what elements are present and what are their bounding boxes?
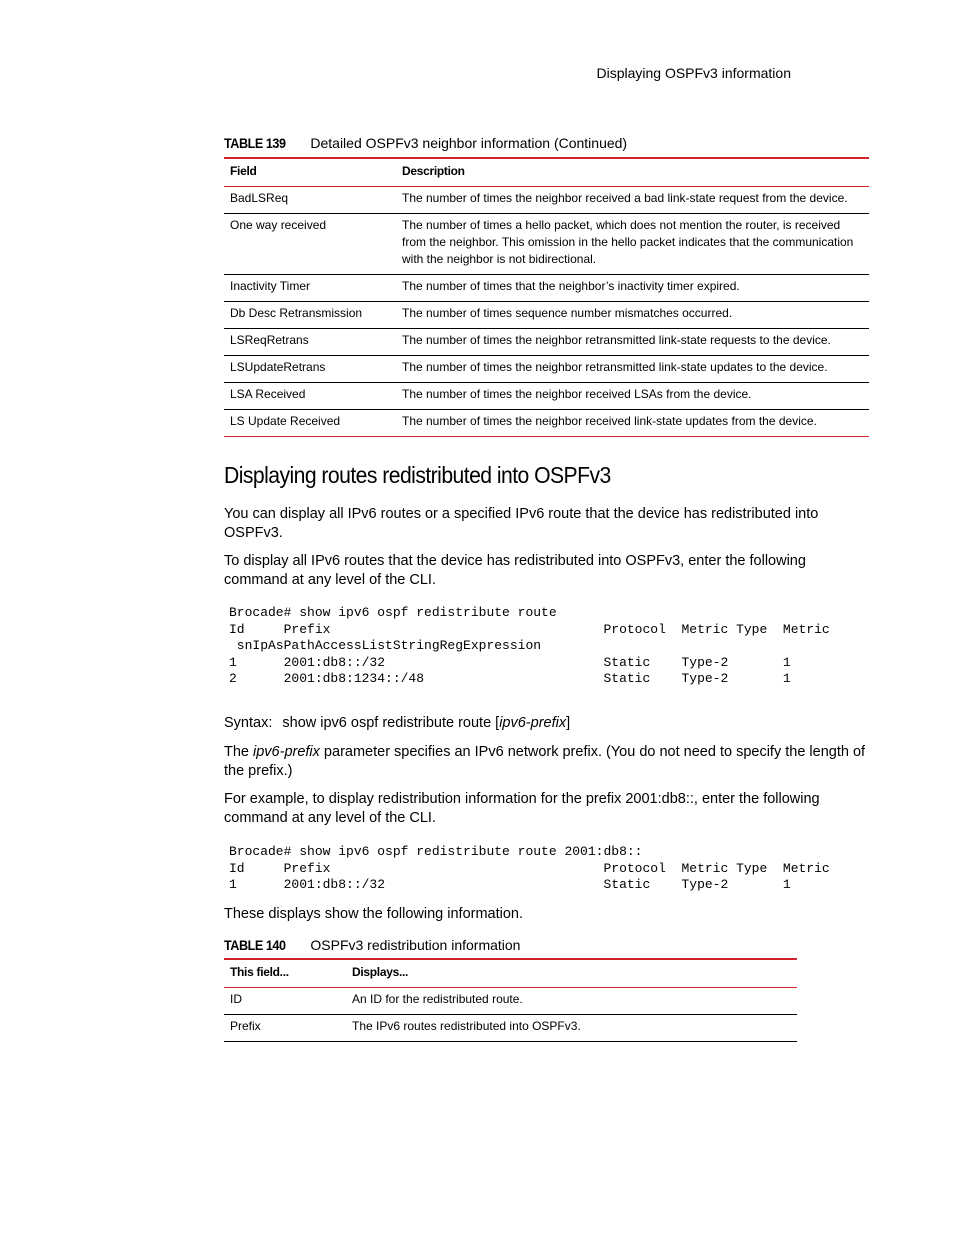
syntax-parameter: ipv6-prefix bbox=[499, 715, 567, 731]
table-140-caption bbox=[224, 937, 520, 953]
section-heading: Displaying routes redistributed into OSPFv3 bbox=[224, 462, 611, 488]
table-row bbox=[224, 329, 869, 356]
description-cell: The IPv6 routes redistributed into OSPFv3. bbox=[346, 1015, 797, 1042]
syntax-line bbox=[224, 715, 570, 731]
table-140-title: OSPFv3 redistribution information bbox=[310, 937, 521, 953]
description-cell: The number of times the neighbor retransmitted link-state updates to the device. bbox=[396, 356, 869, 383]
description-cell: The number of times the neighbor received link-state updates from the device. bbox=[396, 410, 869, 437]
paragraph-intro: You can display all IPv6 routes or a specified IPv6 route that the device has redistributed into OSPFv3. bbox=[224, 506, 819, 541]
syntax-command: show ipv6 ospf redistribute route bbox=[282, 715, 492, 731]
table-140-label: TABLE 140 bbox=[224, 937, 286, 953]
paragraph-parameter-name: ipv6-prefix bbox=[253, 744, 320, 760]
description-cell: An ID for the redistributed route. bbox=[346, 988, 797, 1015]
description-cell: The number of times the neighbor retransmitted link-state requests to the device. bbox=[396, 329, 869, 356]
field-cell: LSUpdateRetrans bbox=[224, 356, 396, 383]
paragraph-parameter-text: parameter specifies an IPv6 network prefix. (You do not need to specify the length of the prefix.) bbox=[224, 744, 866, 779]
running-head: Displaying OSPFv3 information bbox=[596, 65, 791, 81]
field-cell: One way received bbox=[224, 214, 396, 275]
field-cell: LSReqRetrans bbox=[224, 329, 396, 356]
table-header-row bbox=[224, 959, 797, 988]
table-row bbox=[224, 1015, 797, 1042]
field-cell: Inactivity Timer bbox=[224, 275, 396, 302]
field-cell: BadLSReq bbox=[224, 187, 396, 214]
column-header-description: Description bbox=[396, 158, 869, 187]
table-row bbox=[224, 383, 869, 410]
paragraph-example: For example, to display redistribution information for the prefix 2001:db8::, enter the following command at any level of the CLI. bbox=[224, 791, 820, 826]
table-row bbox=[224, 214, 869, 275]
field-cell: LS Update Received bbox=[224, 410, 396, 437]
description-cell: The number of times sequence number mismatches occurred. bbox=[396, 302, 869, 329]
syntax-label: Syntax: bbox=[224, 715, 273, 731]
table-row bbox=[224, 410, 869, 437]
field-cell: LSA Received bbox=[224, 383, 396, 410]
table-header-row bbox=[224, 158, 869, 187]
description-cell: The number of times the neighbor received LSAs from the device. bbox=[396, 383, 869, 410]
paragraph-display-all: To display all IPv6 routes that the device has redistributed into OSPFv3, enter the following command at any level of the CLI. bbox=[224, 553, 806, 588]
table-row bbox=[224, 275, 869, 302]
paragraph-displays: These displays show the following information. bbox=[224, 906, 524, 922]
field-cell: Prefix bbox=[224, 1015, 346, 1042]
description-cell: The number of times that the neighbor’s inactivity timer expired. bbox=[396, 275, 869, 302]
table-row bbox=[224, 302, 869, 329]
table-139-label: TABLE 139 bbox=[224, 135, 286, 151]
table-row bbox=[224, 187, 869, 214]
table-140 bbox=[224, 958, 797, 1042]
table-139-title: Detailed OSPFv3 neighbor information (Continued) bbox=[310, 135, 628, 151]
field-cell: Db Desc Retransmission bbox=[224, 302, 396, 329]
column-header-field: Field bbox=[224, 158, 396, 187]
paragraph-parameter bbox=[224, 743, 869, 781]
paragraph-parameter-text: The bbox=[224, 744, 254, 760]
table-row bbox=[224, 356, 869, 383]
code-example-prefix: Brocade# show ipv6 ospf redistribute route 2001:db8:: Id Prefix Protocol Metric Type Metric 1 2001:db8::/32 Static Type-2 1 bbox=[229, 844, 830, 892]
field-cell: ID bbox=[224, 988, 346, 1015]
code-example-all-routes: Brocade# show ipv6 ospf redistribute route Id Prefix Protocol Metric Type Metric snIpAsPathAccessListStringRegExpression 1 2001:db8::/32 Static Type-2 1 2 2001:db8:1234::/48 Static Type-2 1 bbox=[229, 605, 830, 686]
column-header-field: This field... bbox=[224, 959, 346, 988]
syntax-bracket-close: ] bbox=[566, 715, 571, 731]
description-cell: The number of times a hello packet, which does not mention the router, is received from the neighbor. This omission in the hello packet indicates that the communication with the neighbor is not bidirectional. bbox=[396, 214, 869, 275]
table-row bbox=[224, 988, 797, 1015]
syntax-bracket-open: [ bbox=[495, 715, 500, 731]
column-header-displays: Displays... bbox=[346, 959, 797, 988]
description-cell: The number of times the neighbor received a bad link-state request from the device. bbox=[396, 187, 869, 214]
table-139-caption bbox=[224, 135, 627, 151]
table-139 bbox=[224, 157, 869, 437]
